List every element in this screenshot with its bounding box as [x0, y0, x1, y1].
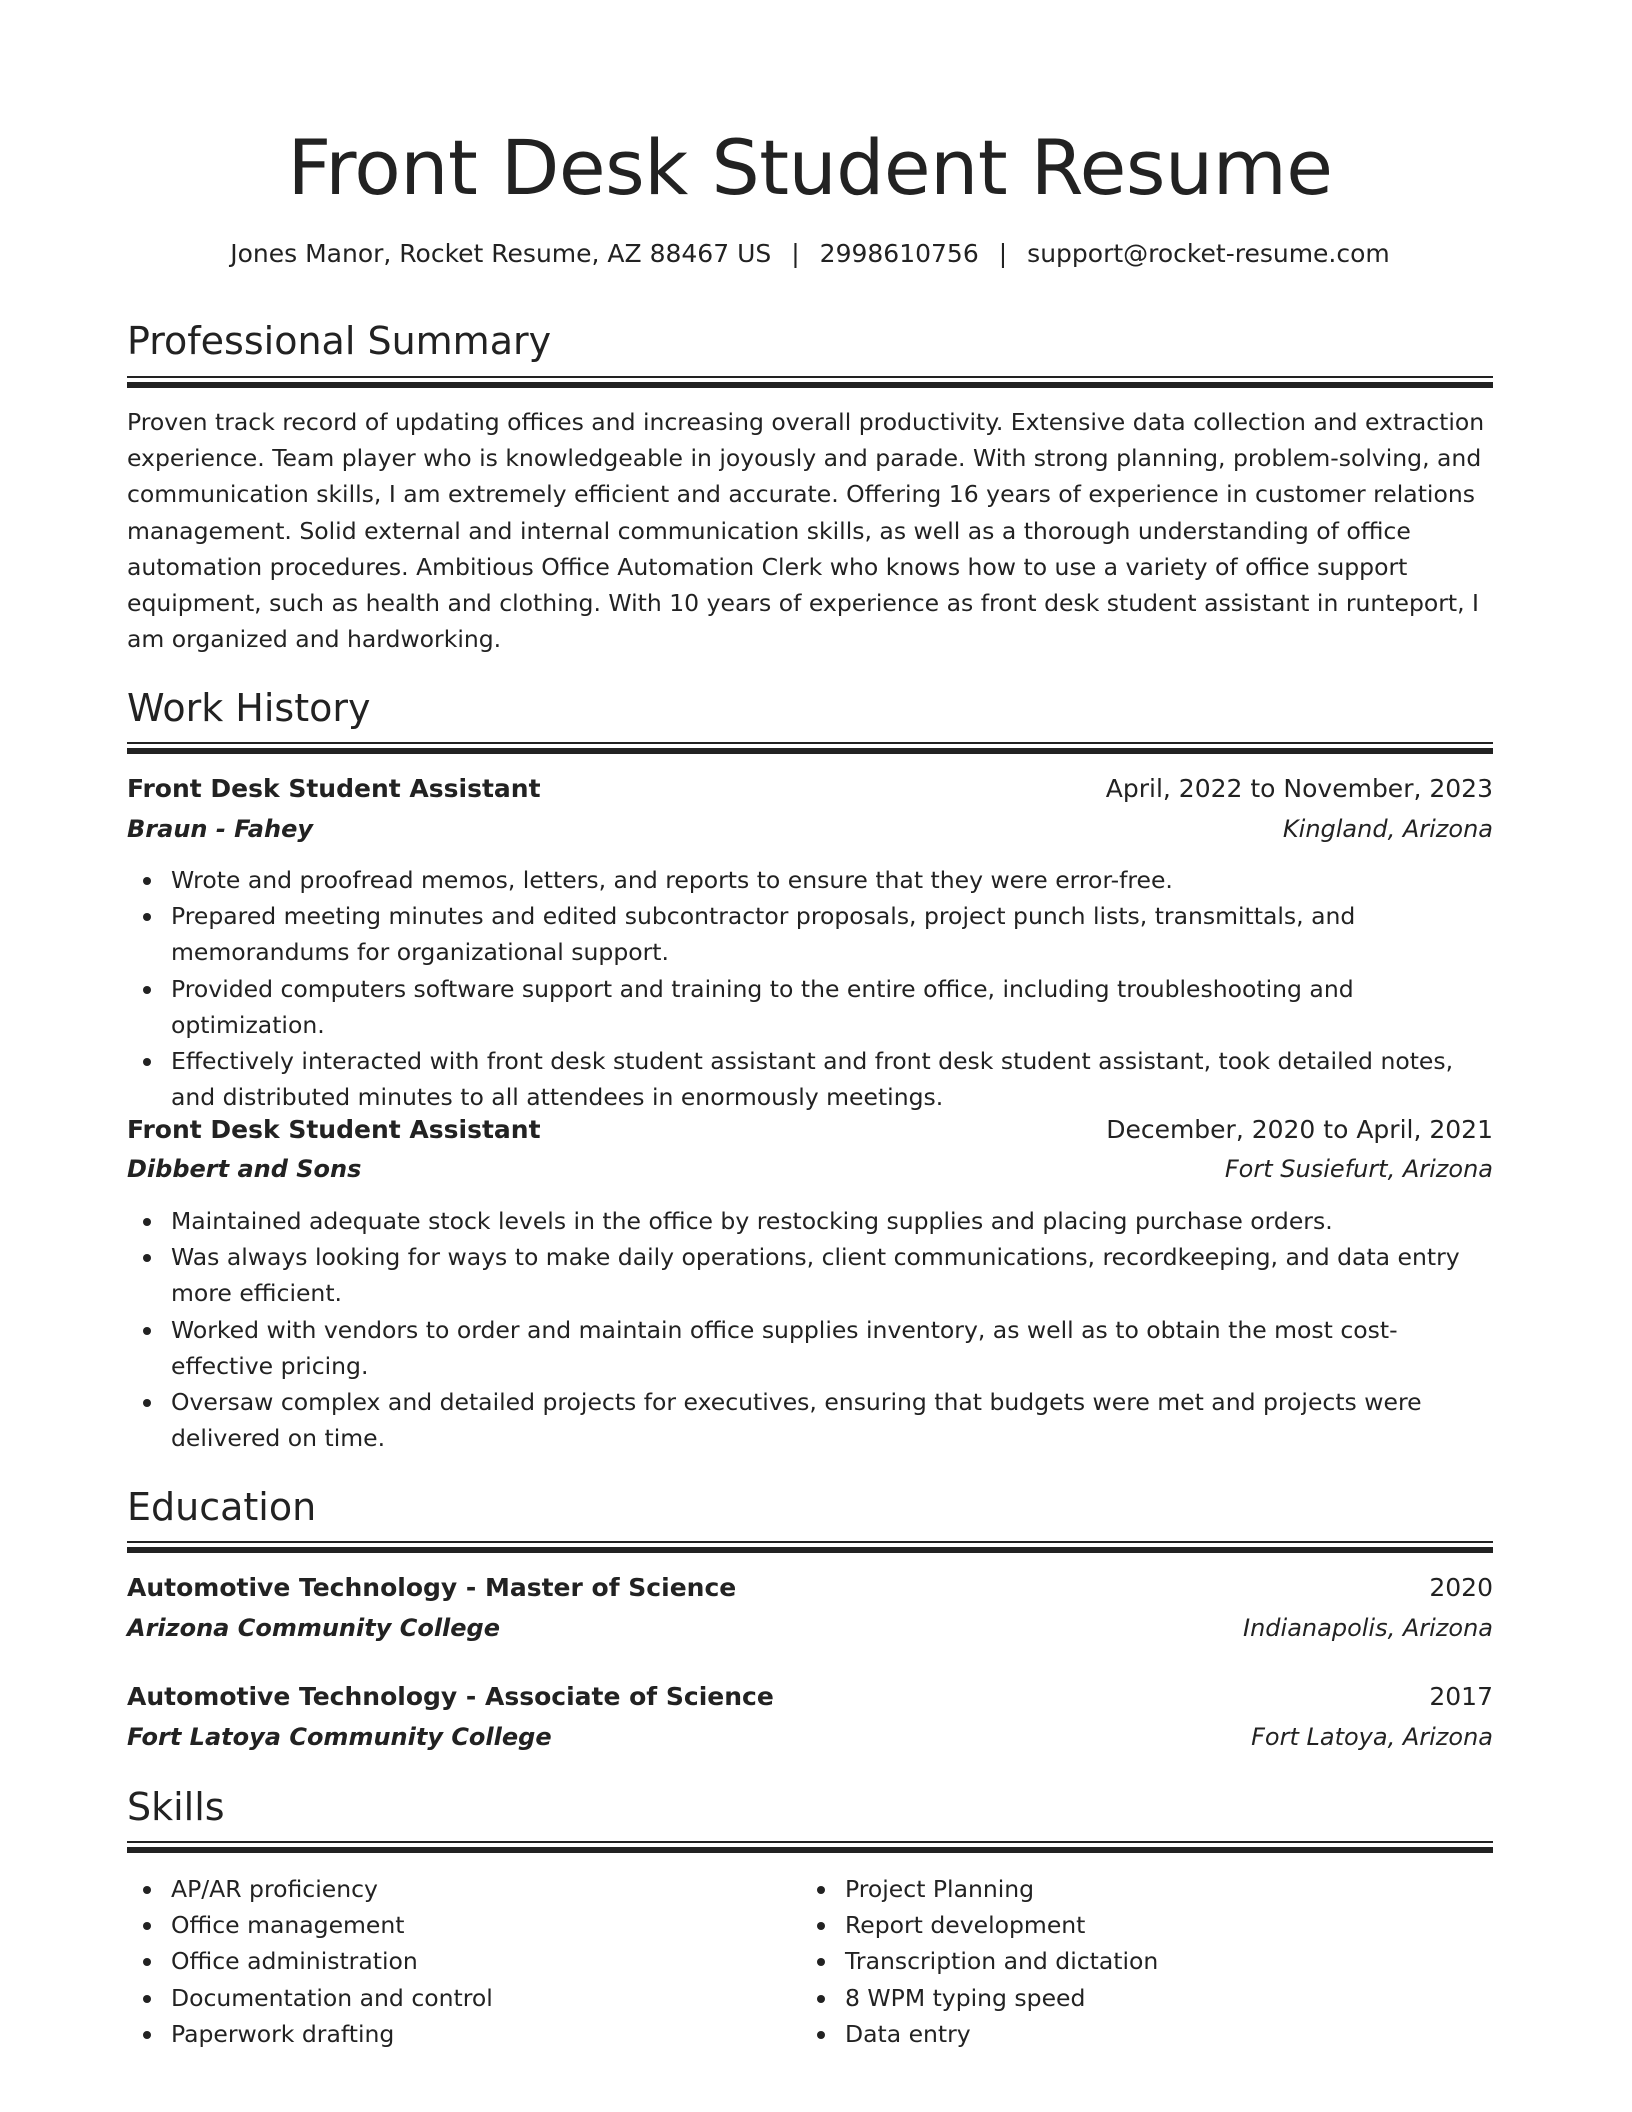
- job-employer-row: [127, 809, 1493, 849]
- education-section-title: Education: [127, 1485, 317, 1529]
- list-item: Was always looking for ways to make daily operations, client communications, recordkeeping, and data entry more efficient.: [127, 1239, 1493, 1311]
- education-school: Arizona Community College: [127, 1614, 501, 1642]
- skill-item: Documentation and control: [127, 1980, 787, 2016]
- education-school-row: [127, 1717, 1493, 1757]
- job-employer: Dibbert and Sons: [127, 1155, 362, 1183]
- education-degree: Automotive Technology - Associate of Science: [127, 1682, 774, 1711]
- job-bullet-list: [127, 1203, 1493, 1456]
- education-degree: Automotive Technology - Master of Science: [127, 1573, 737, 1602]
- job-header: [127, 769, 1493, 809]
- section-divider: [127, 1541, 1493, 1553]
- job-title: Front Desk Student Assistant: [127, 774, 541, 803]
- job-bullet-list: [127, 862, 1493, 1115]
- skill-item: AP/AR proficiency: [127, 1871, 787, 1907]
- skill-item: Data entry: [801, 2016, 1481, 2052]
- resume-name: Front Desk Student Resume: [287, 123, 1333, 212]
- job-location: Kingland, Arizona: [1282, 815, 1493, 843]
- contact-email: support@rocket-resume.com: [1027, 239, 1390, 268]
- skills-section-title: Skills: [127, 1785, 225, 1829]
- skills-list-left: [127, 1871, 787, 2052]
- job-employer-row: [127, 1149, 1493, 1189]
- skills-list-right: [801, 1871, 1481, 2052]
- skill-item: Office administration: [127, 1943, 787, 1979]
- job-dates: December, 2020 to April, 2021: [1106, 1115, 1493, 1144]
- section-divider: [127, 1841, 1493, 1853]
- list-item: Effectively interacted with front desk student assistant and front desk student assistant, took detailed notes, and distributed minutes to all attendees in enormously meetings.: [127, 1043, 1493, 1115]
- education-school: Fort Latoya Community College: [127, 1723, 552, 1751]
- skill-item: Report development: [801, 1907, 1481, 1943]
- education-year: 2017: [1429, 1682, 1493, 1711]
- education-header: [127, 1677, 1493, 1717]
- skill-item: Project Planning: [801, 1871, 1481, 1907]
- education-location: Fort Latoya, Arizona: [1251, 1723, 1493, 1751]
- education-location: Indianapolis, Arizona: [1243, 1614, 1493, 1642]
- list-item: Oversaw complex and detailed projects for executives, ensuring that budgets were met and projects were delivered on time.: [127, 1384, 1493, 1456]
- contact-phone: 2998610756: [819, 239, 979, 268]
- skill-item: Office management: [127, 1907, 787, 1943]
- summary-section-title: Professional Summary: [127, 319, 552, 363]
- skill-item: Transcription and dictation: [801, 1943, 1481, 1979]
- list-item: Prepared meeting minutes and edited subcontractor proposals, project punch lists, transmittals, and memorandums for organizational support.: [127, 898, 1493, 970]
- summary-text: Proven track record of updating offices and increasing overall productivity. Extensive data collection and extraction experience. Team player who is knowledgeable in joyously and parade. With strong planning, problem-solving, and communication skills, I am extremely efficient and accurate. Offering 16 years of experience in customer relations management. Solid external and internal communication skills, as well as a thorough understanding of office automation procedures. Ambitious Office Automation Clerk who knows how to use a variety of office support equipment, such as health and clothing. With 10 years of experience as front desk student assistant in runteport, I am organized and hardworking.: [127, 408, 1485, 654]
- contact-separator: |: [791, 239, 800, 268]
- section-divider: [127, 742, 1493, 754]
- list-item: Provided computers software support and training to the entire office, including troubleshooting and optimization.: [127, 971, 1493, 1043]
- education-year: 2020: [1429, 1573, 1493, 1602]
- skill-item: 8 WPM typing speed: [801, 1980, 1481, 2016]
- job-location: Fort Susiefurt, Arizona: [1224, 1155, 1493, 1183]
- list-item: Maintained adequate stock levels in the office by restocking supplies and placing purchase orders.: [127, 1203, 1493, 1239]
- list-item: Wrote and proofread memos, letters, and reports to ensure that they were error-free.: [127, 862, 1493, 898]
- contact-line: [127, 236, 1493, 272]
- contact-separator: |: [998, 239, 1008, 268]
- job-title: Front Desk Student Assistant: [127, 1115, 541, 1144]
- education-header: [127, 1568, 1493, 1608]
- list-item: Worked with vendors to order and maintain office supplies inventory, as well as to obtain the most cost-effective pricing.: [127, 1312, 1493, 1384]
- skill-item: Paperwork drafting: [127, 2016, 787, 2052]
- work-section-title: Work History: [127, 686, 371, 730]
- job-employer: Braun - Fahey: [127, 815, 314, 843]
- contact-address: Jones Manor, Rocket Resume, AZ 88467 US: [230, 239, 772, 268]
- education-school-row: [127, 1608, 1493, 1648]
- job-dates: April, 2022 to November, 2023: [1105, 774, 1493, 803]
- job-header: [127, 1110, 1493, 1150]
- section-divider: [127, 376, 1493, 388]
